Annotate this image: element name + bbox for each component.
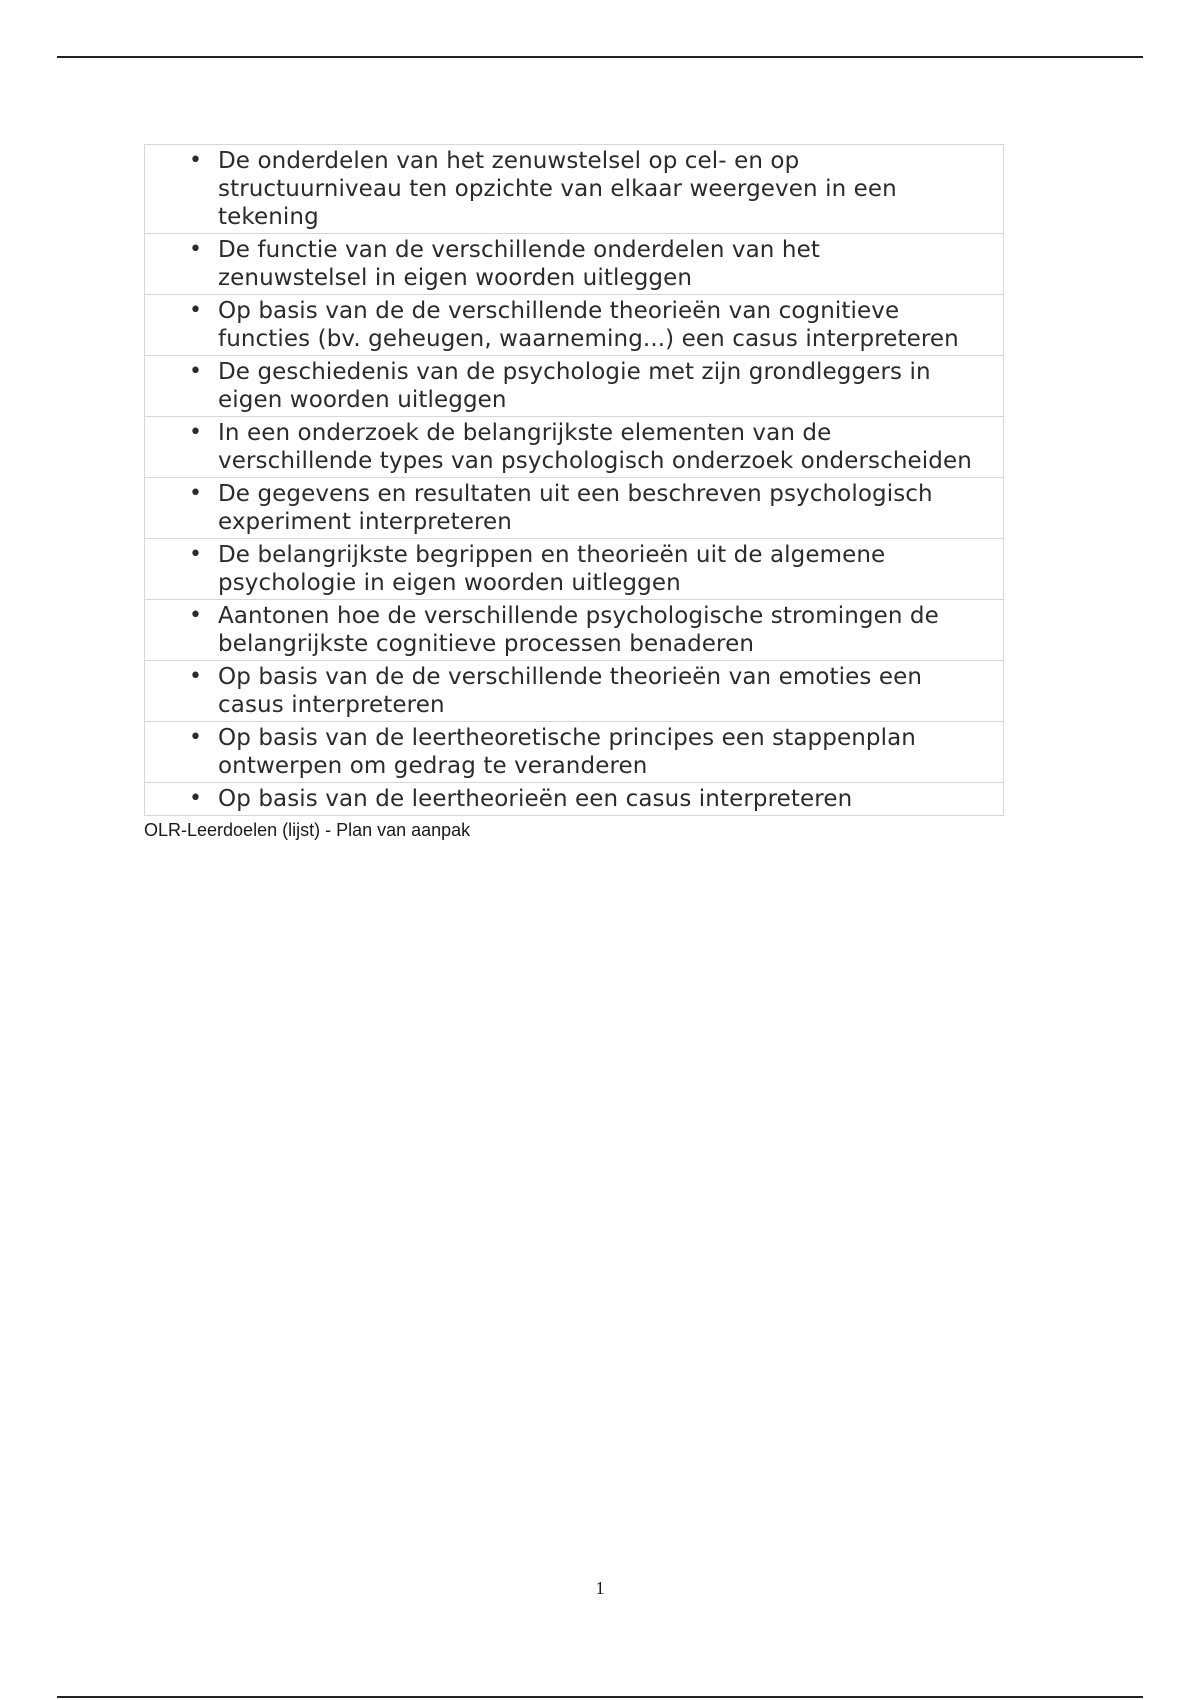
learning-goal-text: De belangrijkste begrippen en theorieën uit de algemene psychologie in eigen woorden uitleggen	[218, 542, 886, 596]
bullet-icon: •	[189, 420, 202, 445]
learning-goal-text: Op basis van de de verschillende theorieën van cognitieve functies (bv. geheugen, waarneming...) een casus interpreteren	[218, 298, 959, 352]
bullet-icon: •	[189, 786, 202, 811]
footer-rule	[57, 1696, 1143, 1698]
bullet-icon: •	[189, 359, 202, 384]
table-row	[145, 783, 1003, 815]
table-row	[145, 661, 1003, 722]
table-row	[145, 417, 1003, 478]
bullet-icon: •	[189, 664, 202, 689]
learning-goal-text: De gegevens en resultaten uit een beschreven psychologisch experiment interpreteren	[218, 481, 933, 535]
table-row	[145, 295, 1003, 356]
header-rule	[57, 56, 1143, 58]
table-row	[145, 145, 1003, 234]
learning-goals-table	[144, 144, 1004, 816]
table-row	[145, 600, 1003, 661]
table-row	[145, 234, 1003, 295]
learning-goal-text: Op basis van de de verschillende theorieën van emoties een casus interpreteren	[218, 664, 923, 718]
table-row	[145, 539, 1003, 600]
bullet-icon: •	[189, 542, 202, 567]
table-row	[145, 356, 1003, 417]
learning-goal-text: Op basis van de leertheoretische principes een stappenplan ontwerpen om gedrag te veranderen	[218, 725, 916, 779]
learning-goal-text: Aantonen hoe de verschillende psychologische stromingen de belangrijkste cognitieve processen benaderen	[218, 603, 939, 657]
table-caption: OLR-Leerdoelen (lijst) - Plan van aanpak	[144, 820, 471, 840]
bullet-icon: •	[189, 725, 202, 750]
table-row	[145, 478, 1003, 539]
bullet-icon: •	[189, 603, 202, 628]
table-row	[145, 722, 1003, 783]
page-number: 1	[595, 1578, 605, 1598]
bullet-icon: •	[189, 481, 202, 506]
bullet-icon: •	[189, 298, 202, 323]
bullet-icon: •	[189, 237, 202, 262]
bullet-icon: •	[189, 148, 202, 173]
learning-goal-text: In een onderzoek de belangrijkste elementen van de verschillende types van psychologisch onderzoek onderscheiden	[218, 420, 972, 474]
learning-goal-text: De functie van de verschillende onderdelen van het zenuwstelsel in eigen woorden uitleggen	[218, 237, 820, 291]
learning-goal-text: De onderdelen van het zenuwstelsel op cel- en op structuurniveau ten opzichte van elkaar weergeven in een tekening	[218, 148, 897, 230]
learning-goal-text: De geschiedenis van de psychologie met zijn grondleggers in eigen woorden uitleggen	[218, 359, 931, 413]
learning-goal-text: Op basis van de leertheorieën een casus interpreteren	[218, 786, 853, 812]
